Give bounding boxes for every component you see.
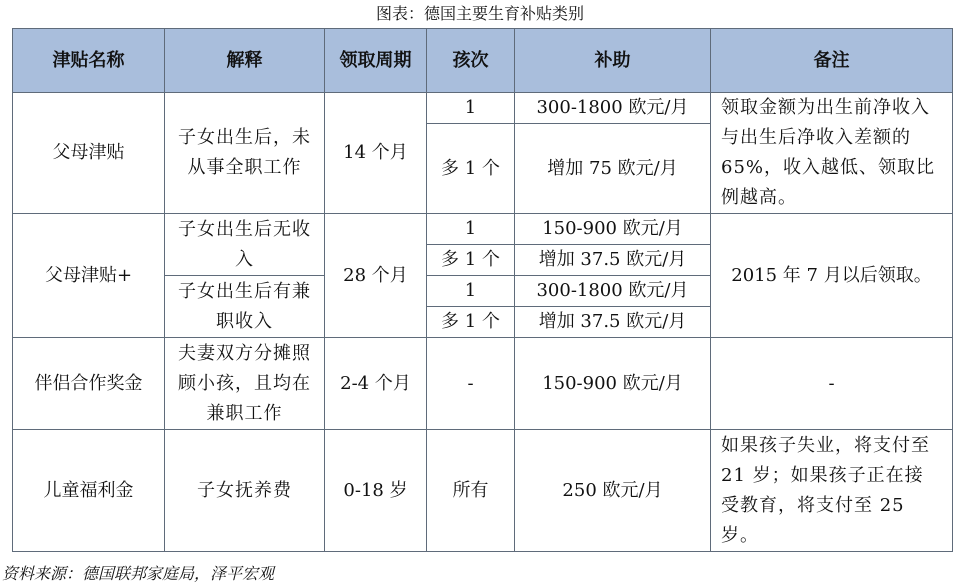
cell-note: 2015 年 7 月以后领取。 — [711, 214, 953, 338]
table-row — [13, 93, 953, 124]
cell-child: - — [427, 338, 515, 430]
cell-period: 2-4 个月 — [325, 338, 427, 430]
cell-desc: 子女出生后有兼职收入 — [165, 276, 325, 338]
cell-name: 儿童福利金 — [13, 430, 165, 552]
cell-child: 多 1 个 — [427, 307, 515, 338]
cell-amount: 150-900 欧元/月 — [515, 338, 711, 430]
cell-period: 28 个月 — [325, 214, 427, 338]
cell-amount: 150-900 欧元/月 — [515, 214, 711, 245]
cell-child: 1 — [427, 93, 515, 124]
table-row — [13, 338, 953, 430]
table-caption: 图表：德国主要生育补贴类别 — [375, 4, 584, 23]
cell-child: 多 1 个 — [427, 124, 515, 214]
cell-desc: 子女抚养费 — [165, 430, 325, 552]
cell-period: 14 个月 — [325, 93, 427, 214]
header-child: 孩次 — [427, 29, 515, 93]
cell-amount: 300-1800 欧元/月 — [515, 93, 711, 124]
header-desc: 解释 — [165, 29, 325, 93]
cell-desc: 夫妻双方分摊照顾小孩，且均在兼职工作 — [165, 338, 325, 430]
subsidy-table — [12, 28, 953, 552]
header-note: 备注 — [711, 29, 953, 93]
cell-child: 所有 — [427, 430, 515, 552]
cell-note: 如果孩子失业，将支付至 21 岁；如果孩子正在接受教育，将支付至 25 岁。 — [711, 430, 953, 552]
cell-period: 0-18 岁 — [325, 430, 427, 552]
header-period: 领取周期 — [325, 29, 427, 93]
cell-name: 伴侣合作奖金 — [13, 338, 165, 430]
header-amount: 补助 — [515, 29, 711, 93]
table-row — [13, 214, 953, 245]
cell-note: - — [711, 338, 953, 430]
cell-name: 父母津贴+ — [13, 214, 165, 338]
cell-desc: 子女出生后无收入 — [165, 214, 325, 276]
cell-desc: 子女出生后，未从事全职工作 — [165, 93, 325, 214]
cell-child: 1 — [427, 214, 515, 245]
cell-amount: 增加 37.5 欧元/月 — [515, 245, 711, 276]
cell-name: 父母津贴 — [13, 93, 165, 214]
cell-child: 多 1 个 — [427, 245, 515, 276]
source-note: 资料来源：德国联邦家庭局，泽平宏观 — [2, 564, 275, 583]
cell-amount: 增加 75 欧元/月 — [515, 124, 711, 214]
cell-amount: 300-1800 欧元/月 — [515, 276, 711, 307]
cell-note: 领取金额为出生前净收入与出生后净收入差额的 65%，收入越低、领取比例越高。 — [711, 93, 953, 214]
table-row — [13, 430, 953, 552]
cell-amount: 增加 37.5 欧元/月 — [515, 307, 711, 338]
cell-child: 1 — [427, 276, 515, 307]
header-name: 津贴名称 — [13, 29, 165, 93]
cell-amount: 250 欧元/月 — [515, 430, 711, 552]
table-header-row — [13, 29, 953, 93]
